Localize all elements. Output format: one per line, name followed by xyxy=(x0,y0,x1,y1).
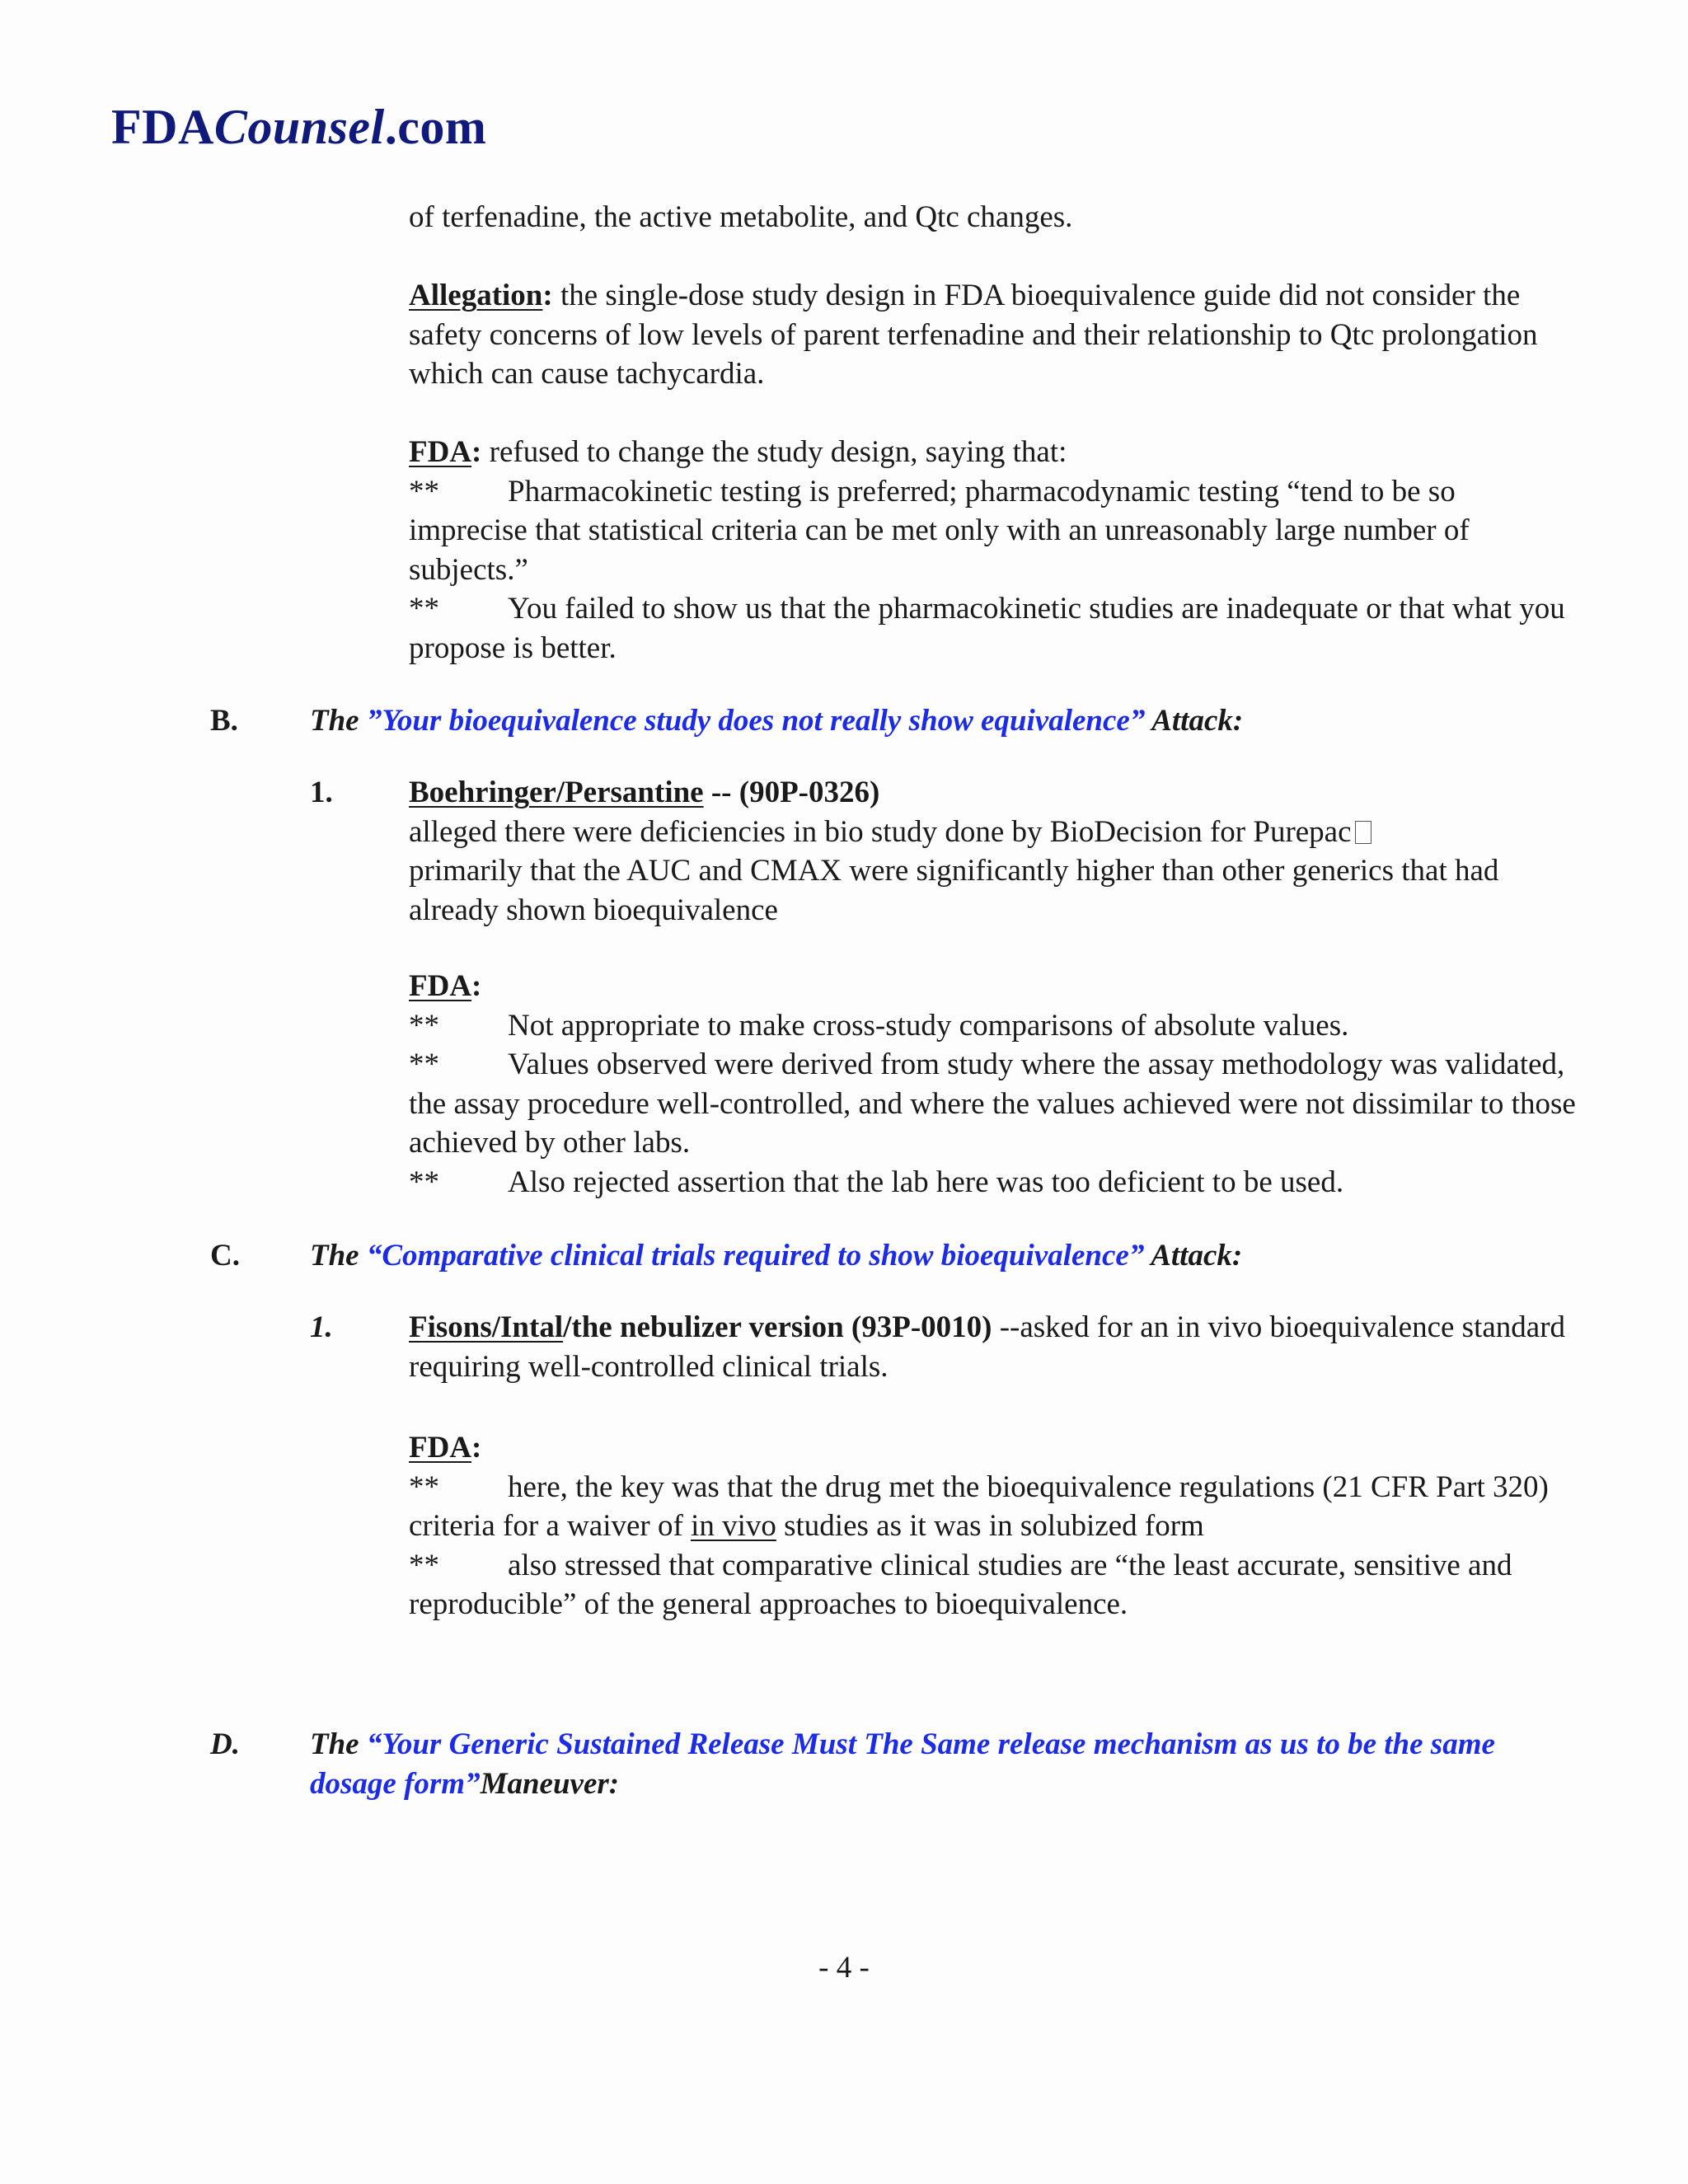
item-title-underlined: Boehringer/Persantine xyxy=(409,776,704,809)
bullet-item: ** here, the key was that the drug met the bioequivalence regulations (21 CFR Part 320) criteria for a waiver of in vivo studies as it was in solubized form xyxy=(409,1469,1549,1543)
bullet-item: ** Not appropriate to make cross-study comparisons of absolute values. xyxy=(409,1008,1349,1043)
site-logo: FDACounsel.com xyxy=(111,100,487,154)
section-b-fda-response: FDA: ** Not appropriate to make cross-study comparisons of absolute values. ** Values observed were derived from study where the assay methodology was validated, the assay procedure well-controlled, and where the values achieved were not dissimilar to those achieved by other labs. ** Also rejected assertion that the lab here was too deficient to be used. xyxy=(409,967,1579,1202)
fda-label: FDA xyxy=(409,435,472,469)
section-b-title: The ”Your bioequivalence study does not really show equivalence” Attack: xyxy=(310,704,1244,738)
section-c-fda-response: FDA: ** here, the key was that the drug met the bioequivalence regulations (21 CFR Part 320) criteria for a waiver of in vivo studies as it was in solubized form ** also stressed that comparative clinical studies are “the least accurate, sensitive and reproducible” of the general approaches to bioequivalence. xyxy=(409,1428,1579,1624)
bullet-item: ** Pharmacokinetic testing is preferred; pharmacodynamic testing “tend to be so imprecise that statistical criteria can be met only with an unreasonably large number of subjects.” xyxy=(409,474,1470,587)
section-c-letter: C. xyxy=(210,1239,240,1272)
section-c-title: The “Comparative clinical trials required to show bioequivalence” Attack: xyxy=(310,1239,1243,1272)
section-c-item-number: 1. xyxy=(310,1310,333,1344)
bullet-item: ** Values observed were derived from study where the assay methodology was validated, the assay procedure well-controlled, and where the values achieved were not dissimilar to those achieved by other labs. xyxy=(409,1047,1576,1160)
item-title-underlined: Fisons/Intal xyxy=(409,1310,564,1344)
bullet-item: ** You failed to show us that the pharmacokinetic studies are inadequate or that what you propose is better. xyxy=(409,592,1565,665)
section-b-letter: B. xyxy=(210,704,238,738)
continuation-text: of terfenadine, the active metabolite, and Qtc changes. xyxy=(409,200,1073,234)
section-d-letter: D. xyxy=(210,1727,240,1761)
section-b-item: Boehringer/Persantine -- (90P-0326) alleged there were deficiencies in bio study done by BioDecision for Purepac primarily that the AUC and CMAX were significantly higher than other generics that had already shown bioequivalence xyxy=(409,776,1499,927)
bullet-item: ** also stressed that comparative clinical studies are “the least accurate, sensitive and reproducible” of the general approaches to bioequivalence. xyxy=(409,1548,1512,1621)
allegation-label: Allegation xyxy=(409,279,543,312)
fda-response-paragraph: FDA: refused to change the study design, saying that: ** Pharmacokinetic testing is preferred; pharmacodynamic testing “tend to be so imprecise that statistical criteria can be met only with an unreasonably large number of subjects.” ** You failed to show us that the pharmacokinetic studies are inadequate or that what you propose is better. xyxy=(409,433,1579,668)
missing-glyph-box xyxy=(1355,821,1372,844)
section-c-item: Fisons/Intal/the nebulizer version (93P-0010) --asked for an in vivo bioequivalence standard requiring well-controlled clinical trials. xyxy=(409,1310,1566,1384)
page-number: - 4 - xyxy=(818,1951,870,1985)
allegation-paragraph: Allegation: the single-dose study design in FDA bioequivalence guide did not consider the safety concerns of low levels of parent terfenadine and their relationship to Qtc prolongation which can cause tachycardia. xyxy=(409,279,1538,391)
fda-label: FDA xyxy=(409,1431,472,1465)
bullet-item: ** Also rejected assertion that the lab here was too deficient to be used. xyxy=(409,1165,1344,1199)
section-d-title: The “Your Generic Sustained Release Must The Same release mechanism as us to be the same dosage form”Maneuver: xyxy=(310,1727,1495,1801)
section-b-item-number: 1. xyxy=(310,776,333,809)
fda-label: FDA xyxy=(409,969,472,1003)
